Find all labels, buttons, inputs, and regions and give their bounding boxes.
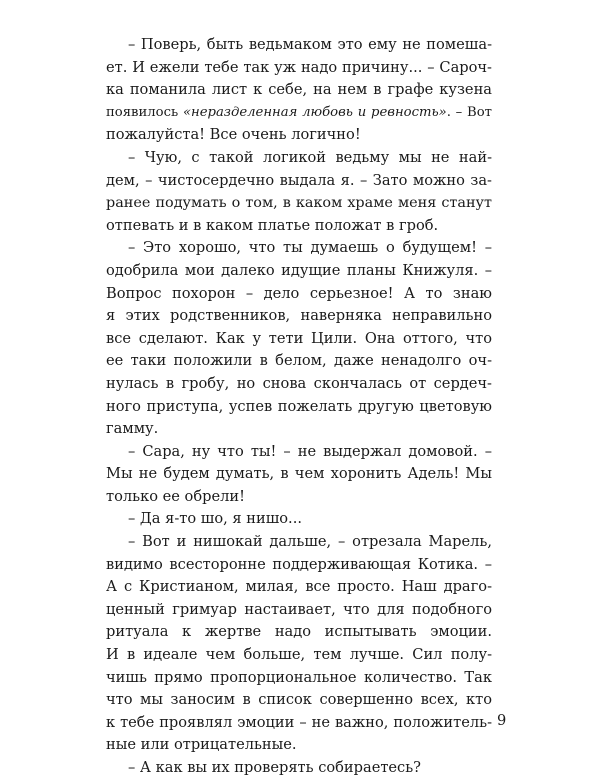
text-line: ка поманила лист к себе, на нем в графе кузена xyxy=(106,81,492,99)
text-line: гамму. xyxy=(106,420,159,438)
text-line xyxy=(106,102,492,125)
text-line: ранее подумать о том, в каком храме меня станут xyxy=(106,195,492,212)
text-line: одобрила мои далеко идущие планы Книжуля. – xyxy=(106,261,492,279)
text-line: нулась в гробу, но снова скончалась от сердеч- xyxy=(106,374,492,392)
body-text xyxy=(106,34,492,780)
text-line: – Сара, ну что ты! – не выдержал домовой. – xyxy=(128,442,492,460)
text-line: – Поверь, быть ведьмаком это ему не помеша- xyxy=(128,36,492,53)
text-line: А с Кристианом, милая, все просто. Наш драго- xyxy=(106,578,492,596)
text-line: ценный гримуар настаивает, что для подобного xyxy=(106,600,492,618)
text-line: видимо всесторонне поддерживающая Котика. – xyxy=(106,555,492,573)
text-line: – Это хорошо, что ты думаешь о будущем! – xyxy=(128,239,492,257)
text-line: отпевать и в каком платье положат в гроб. xyxy=(106,216,439,234)
text-line: что мы заносим в список совершенно всех, кто xyxy=(106,691,492,709)
text-line: – Да я-то шо, я нишо... xyxy=(128,510,302,528)
text-line-pre: появилось xyxy=(106,104,183,120)
text-line: к тебе проявлял эмоции – не важно, положитель- xyxy=(106,713,492,731)
text-line-post: . – Вот xyxy=(446,104,492,120)
text-line: ритуала к жертве надо испытывать эмоции. xyxy=(106,623,492,641)
text-line: дем, – чистосердечно выдала я. – Зато можно за- xyxy=(106,171,492,189)
text-line: все сделают. Как у тети Цили. Она оттого, что xyxy=(106,329,492,347)
text-line: И в идеале чем больше, тем лучше. Сил полу- xyxy=(106,646,492,664)
page-number: 9 xyxy=(497,712,507,729)
text-line: только ее обрели! xyxy=(106,487,245,505)
text-line: пожалуйста! Все очень логично! xyxy=(106,126,361,144)
text-line: ного приступа, успев пожелать другую цветовую xyxy=(106,397,492,415)
text-line: – А как вы их проверять собираетесь? xyxy=(128,759,421,776)
text-line: чишь прямо пропорциональное количество. Так xyxy=(106,668,492,686)
text-line: я этих родственников, наверняка неправильно xyxy=(106,307,492,325)
italic-quote: «неразделенная любовь и ревность» xyxy=(182,104,447,120)
text-line: ет. И ежели тебе так уж надо причину... – Сароч- xyxy=(106,58,492,76)
text-line: Вопрос похорон – дело серьезное! А то знаю xyxy=(106,284,492,302)
text-line: – Чую, с такой логикой ведьму мы не най- xyxy=(128,148,492,166)
text-line: ее таки положили в белом, даже ненадолго оч- xyxy=(106,352,492,370)
text-line: – Вот и нишокай дальше, – отрезала Марель, xyxy=(128,533,492,551)
text-line: ные или отрицательные. xyxy=(106,736,297,754)
text-line: Мы не будем думать, в чем хоронить Адель! Мы xyxy=(106,465,492,483)
